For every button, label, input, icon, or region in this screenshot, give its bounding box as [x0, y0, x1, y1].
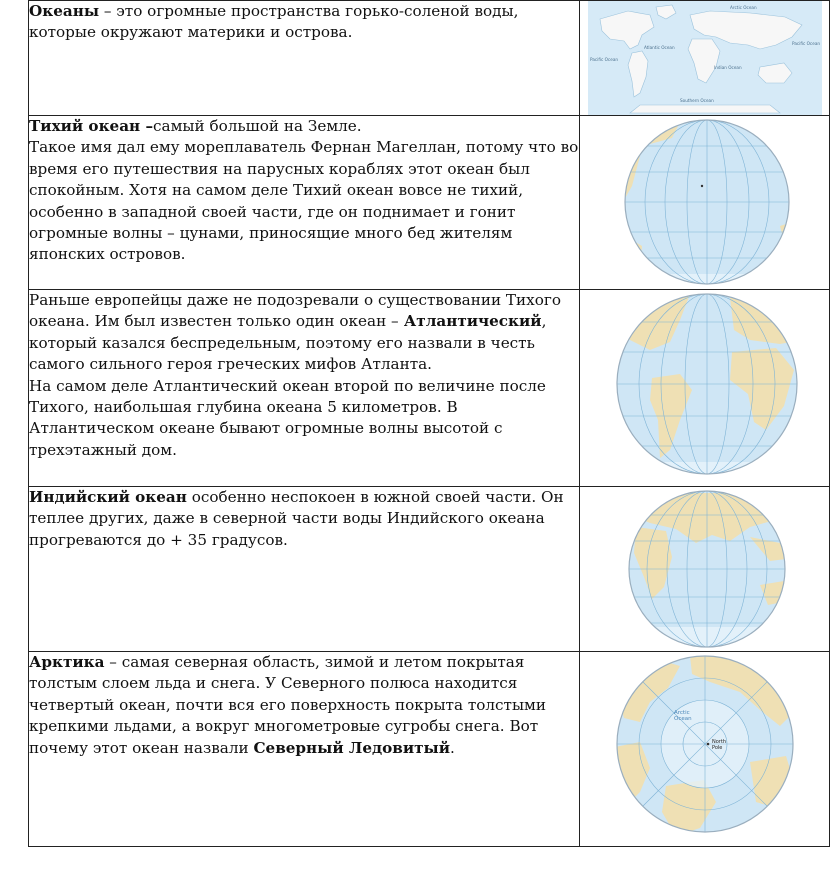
- indian-description: особенно неспокоен в южной своей части. Он теплее других, даже в северной части воды Индийского океана прогреваются до + 35 градусов.: [29, 488, 564, 549]
- map-label-pacific-left: Pacific Ocean: [590, 57, 619, 62]
- indian-globe-image: [580, 487, 829, 651]
- pacific-title: Тихий океан –: [29, 117, 154, 135]
- arctic-description: – самая северная область, зимой и летом покрытая толстым слоем льда и снега. У Северного полюса находится четвертый океан, почти вся его поверхность покрыта толстыми крепкими льдами, а вокруг многометровые сугробы снега. Вот почему этот океан назвали: [29, 653, 546, 757]
- atlantic-facts: На самом деле Атлантический океан второй по величине после Тихого, наибольшая глубина океана 5 километров. В Атлантическом океане бывают огромные волны высотой с трехэтажный дом.: [29, 376, 546, 459]
- atlantic-image-cell: [580, 290, 830, 487]
- map-label-pacific-right: Pacific Ocean: [792, 41, 821, 46]
- oceans-description: – это огромные пространства горько-соленой воды, которые окружают материки и острова.: [29, 2, 519, 42]
- pacific-line1: самый большой на Земле.: [153, 117, 362, 135]
- pacific-image-cell: [580, 116, 830, 290]
- indian-text-cell: [29, 487, 580, 652]
- table-row: [29, 652, 830, 847]
- map-label-atlantic: Atlantic Ocean: [644, 45, 675, 50]
- map-label-southern: Southern Ocean: [680, 98, 714, 103]
- arctic-period: .: [450, 738, 455, 757]
- oceans-text-cell: [29, 1, 580, 116]
- atlantic-description: , который казался беспредельным, поэтому его назвали в честь самого сильного героя греческих мифов Атланта.: [29, 312, 547, 374]
- table-row: [29, 290, 830, 487]
- table-row: [29, 1, 830, 116]
- pacific-globe-image: [580, 116, 829, 289]
- map-label-arctic: Arctic Ocean: [730, 5, 757, 10]
- atlantic-title: Атлантический: [398, 312, 542, 331]
- oceans-image-cell: [580, 1, 830, 116]
- pacific-text-cell: [29, 116, 580, 290]
- arctic-title: Арктика: [29, 653, 105, 671]
- indian-image-cell: [580, 487, 830, 652]
- north-pole-label-2: Pole: [712, 745, 723, 751]
- arctic-globe-image: [580, 652, 829, 846]
- indian-title: Индийский океан: [29, 488, 187, 506]
- atlantic-globe-image: [580, 290, 829, 486]
- table-row: [29, 116, 830, 290]
- arctic-ocean-label-1: Arctic: [674, 710, 690, 716]
- north-pole-label-1: North: [712, 739, 726, 745]
- arctic-ocean-label-2: Ocean: [674, 716, 692, 722]
- atlantic-text-cell: [29, 290, 580, 487]
- oceans-table: [28, 0, 830, 847]
- arctic-ocean-name: Северный Ледовитый: [253, 738, 450, 757]
- table-row: [29, 487, 830, 652]
- world-map-image: [580, 1, 829, 115]
- oceans-title: Океаны: [29, 2, 100, 20]
- arctic-image-cell: [580, 652, 830, 847]
- pacific-description: Такое имя дал ему мореплаватель Фернан Магеллан, потому что во время его путешествия на парусных кораблях этот океан был спокойным. Хотя на самом деле Тихий океан вовсе не тихий, особенно в западной своей части, где он поднимает и гонит огромные волны – цунами, приносящие много бед жителям японских островов.: [29, 138, 579, 264]
- map-label-indian: Indian Ocean: [714, 65, 742, 70]
- arctic-text-cell: [29, 652, 580, 847]
- atlantic-intro: Раньше европейцы даже не подозревали о существовании Тихого океана. Им был известен только один океан –: [29, 291, 561, 331]
